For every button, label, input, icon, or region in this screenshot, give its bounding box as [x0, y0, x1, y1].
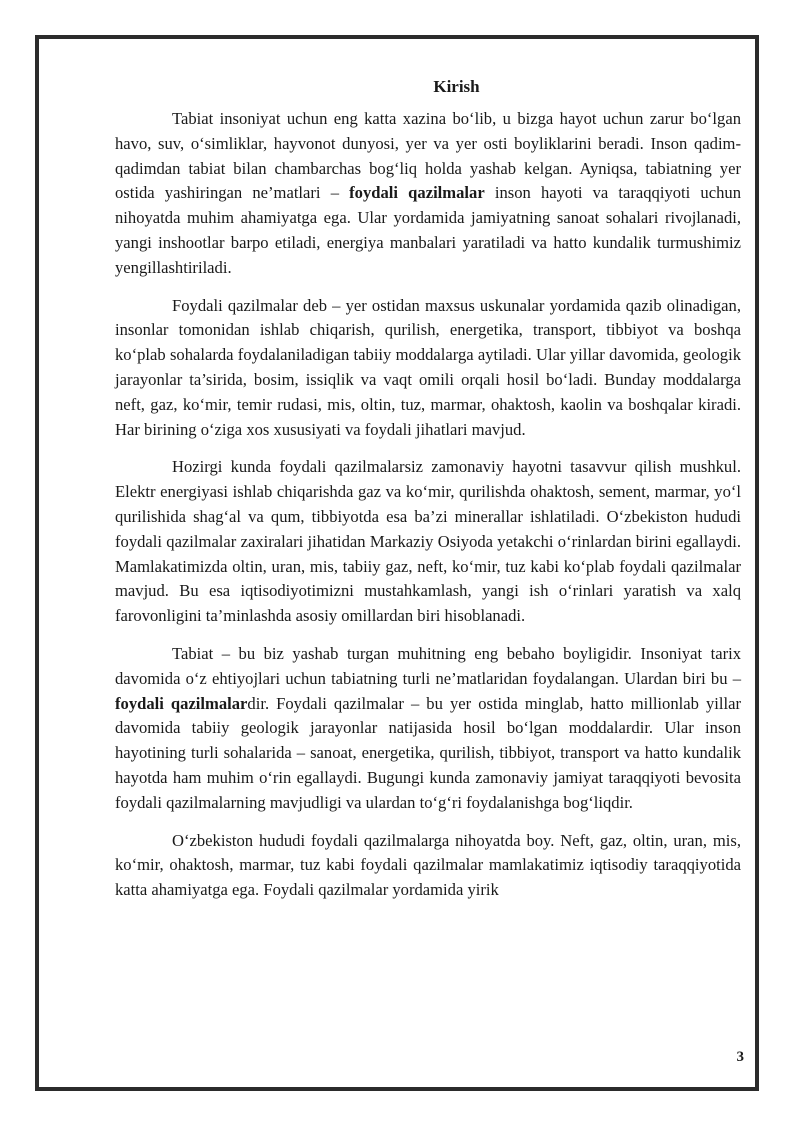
paragraph-1-bold: foydali qazilmalar — [349, 183, 485, 203]
paragraph-1-text-1: Tabiat insoniyat uchun eng katta xazina bo‘lib, u bizga hayot uchun zarur bo‘lgan havo, suv, o‘simliklar, hayvonot dunyosi, yer va yer osti boyliklarini beradi. Inson qadim-qadimdan tabiat bilan chambarchas bog‘liq holda yashab kelgan. Ayniqsa, tabiatning yer ostida yashiringan ne’matlari – — [115, 109, 741, 203]
paragraph-1 — [115, 107, 741, 281]
paragraph-5-text: O‘zbekiston hududi foydali qazilmalarga nihoyatda boy. Neft, gaz, oltin, uran, mis, ko‘mir, ohaktosh, marmar, tuz kabi foydali qazilmalar mamlakatimiz iqtisodiy taraqqiyotida katta ahamiyatga ega. Foydali qazilmalar yordamida yirik — [115, 830, 741, 900]
paragraph-1-text-2: inson hayoti va taraqqiyoti uchun nihoyatda muhim ahamiyatga ega. Ular yordamida jamiyatning sanoat sohalari rivojlanadi, yangi inshootlar barpo etiladi, energiya manbalari yaratiladi va hatto kundalik turmushimiz yengillashtiriladi. — [115, 183, 741, 277]
page-number: 3 — [736, 1049, 744, 1065]
paragraph-4-text-1: Tabiat – bu biz yashab turgan muhitning eng bebaho boyligidir. Insoniyat tarix davomida o‘z ehtiyojlari uchun tabiatning turli ne’matlaridan foydalangan. Ulardan biri bu – — [115, 643, 741, 688]
paragraph-3 — [115, 455, 741, 629]
document-title: Kirish — [433, 77, 480, 96]
paragraph-4-text-2: dir. Foydali qazilmalar – bu yer ostida minglab, hatto millionlab yillar davomida tabiiy geologik jarayonlar natijasida hosil bo‘lgan moddalardir. Ular inson hayotining turli sohalarida – sanoat, energetika, qurilish, tibbiyot, transport va hatto kundalik hayotda ham muhim o‘rin egallaydi. Bugungi kunda zamonaviy jamiyat taraqqiyoti bevosita foydali qazilmalarning mavjudligi va ulardan to‘g‘ri foydalanishga bog‘liqdir. — [115, 693, 741, 812]
document-body — [115, 74, 741, 916]
paragraph-4 — [115, 642, 741, 816]
paragraph-2 — [115, 294, 741, 443]
paragraph-2-text: Foydali qazilmalar deb – yer ostidan maxsus uskunalar yordamida qazib olinadigan, insonlar tomonidan ishlab chiqarish, qurilish, energetika, transport, tibbiyot va boshqa ko‘plab sohalarda foydalaniladigan tabiiy moddalarga aytiladi. Ular yillar davomida, geologik jarayonlar ta’sirida, bosim, issiqlik va vaqt omili orqali hosil bo‘ladi. Bunday moddalarga neft, gaz, ko‘mir, temir rudasi, mis, oltin, tuz, marmar, ohaktosh, kaolin va boshqalar kiradi. Har birining o‘ziga xos xususiyati va foydali jihatlari mavjud. — [115, 295, 741, 439]
paragraph-4-bold: foydali qazilmalar — [115, 693, 248, 713]
paragraph-3-text: Hozirgi kunda foydali qazilmalarsiz zamonaviy hayotni tasavvur qilish mushkul. Elektr energiyasi ishlab chiqarishda gaz va ko‘mir, qurilishda ohaktosh, sement, marmar, yo‘l qurilishida shag‘al va qum, tibbiyotda esa ba’zi minerallar ishlatiladi. O‘zbekiston hududi foydali qazilmalar zaxiralari jihatidan Markaziy Osiyoda yetakchi o‘rinlardan birini egallaydi. Mamlakatimizda oltin, uran, mis, tabiiy gaz, neft, ko‘mir, tuz kabi ko‘plab foydali qazilmalar mavjud. Bu esa iqtisodiyotimizni mustahkamlash, yangi ish o‘rinlari yaratish va xalq farovonligini ta’minlashda asosiy omillardan biri hisoblanadi. — [115, 457, 741, 626]
paragraph-5 — [115, 829, 741, 903]
